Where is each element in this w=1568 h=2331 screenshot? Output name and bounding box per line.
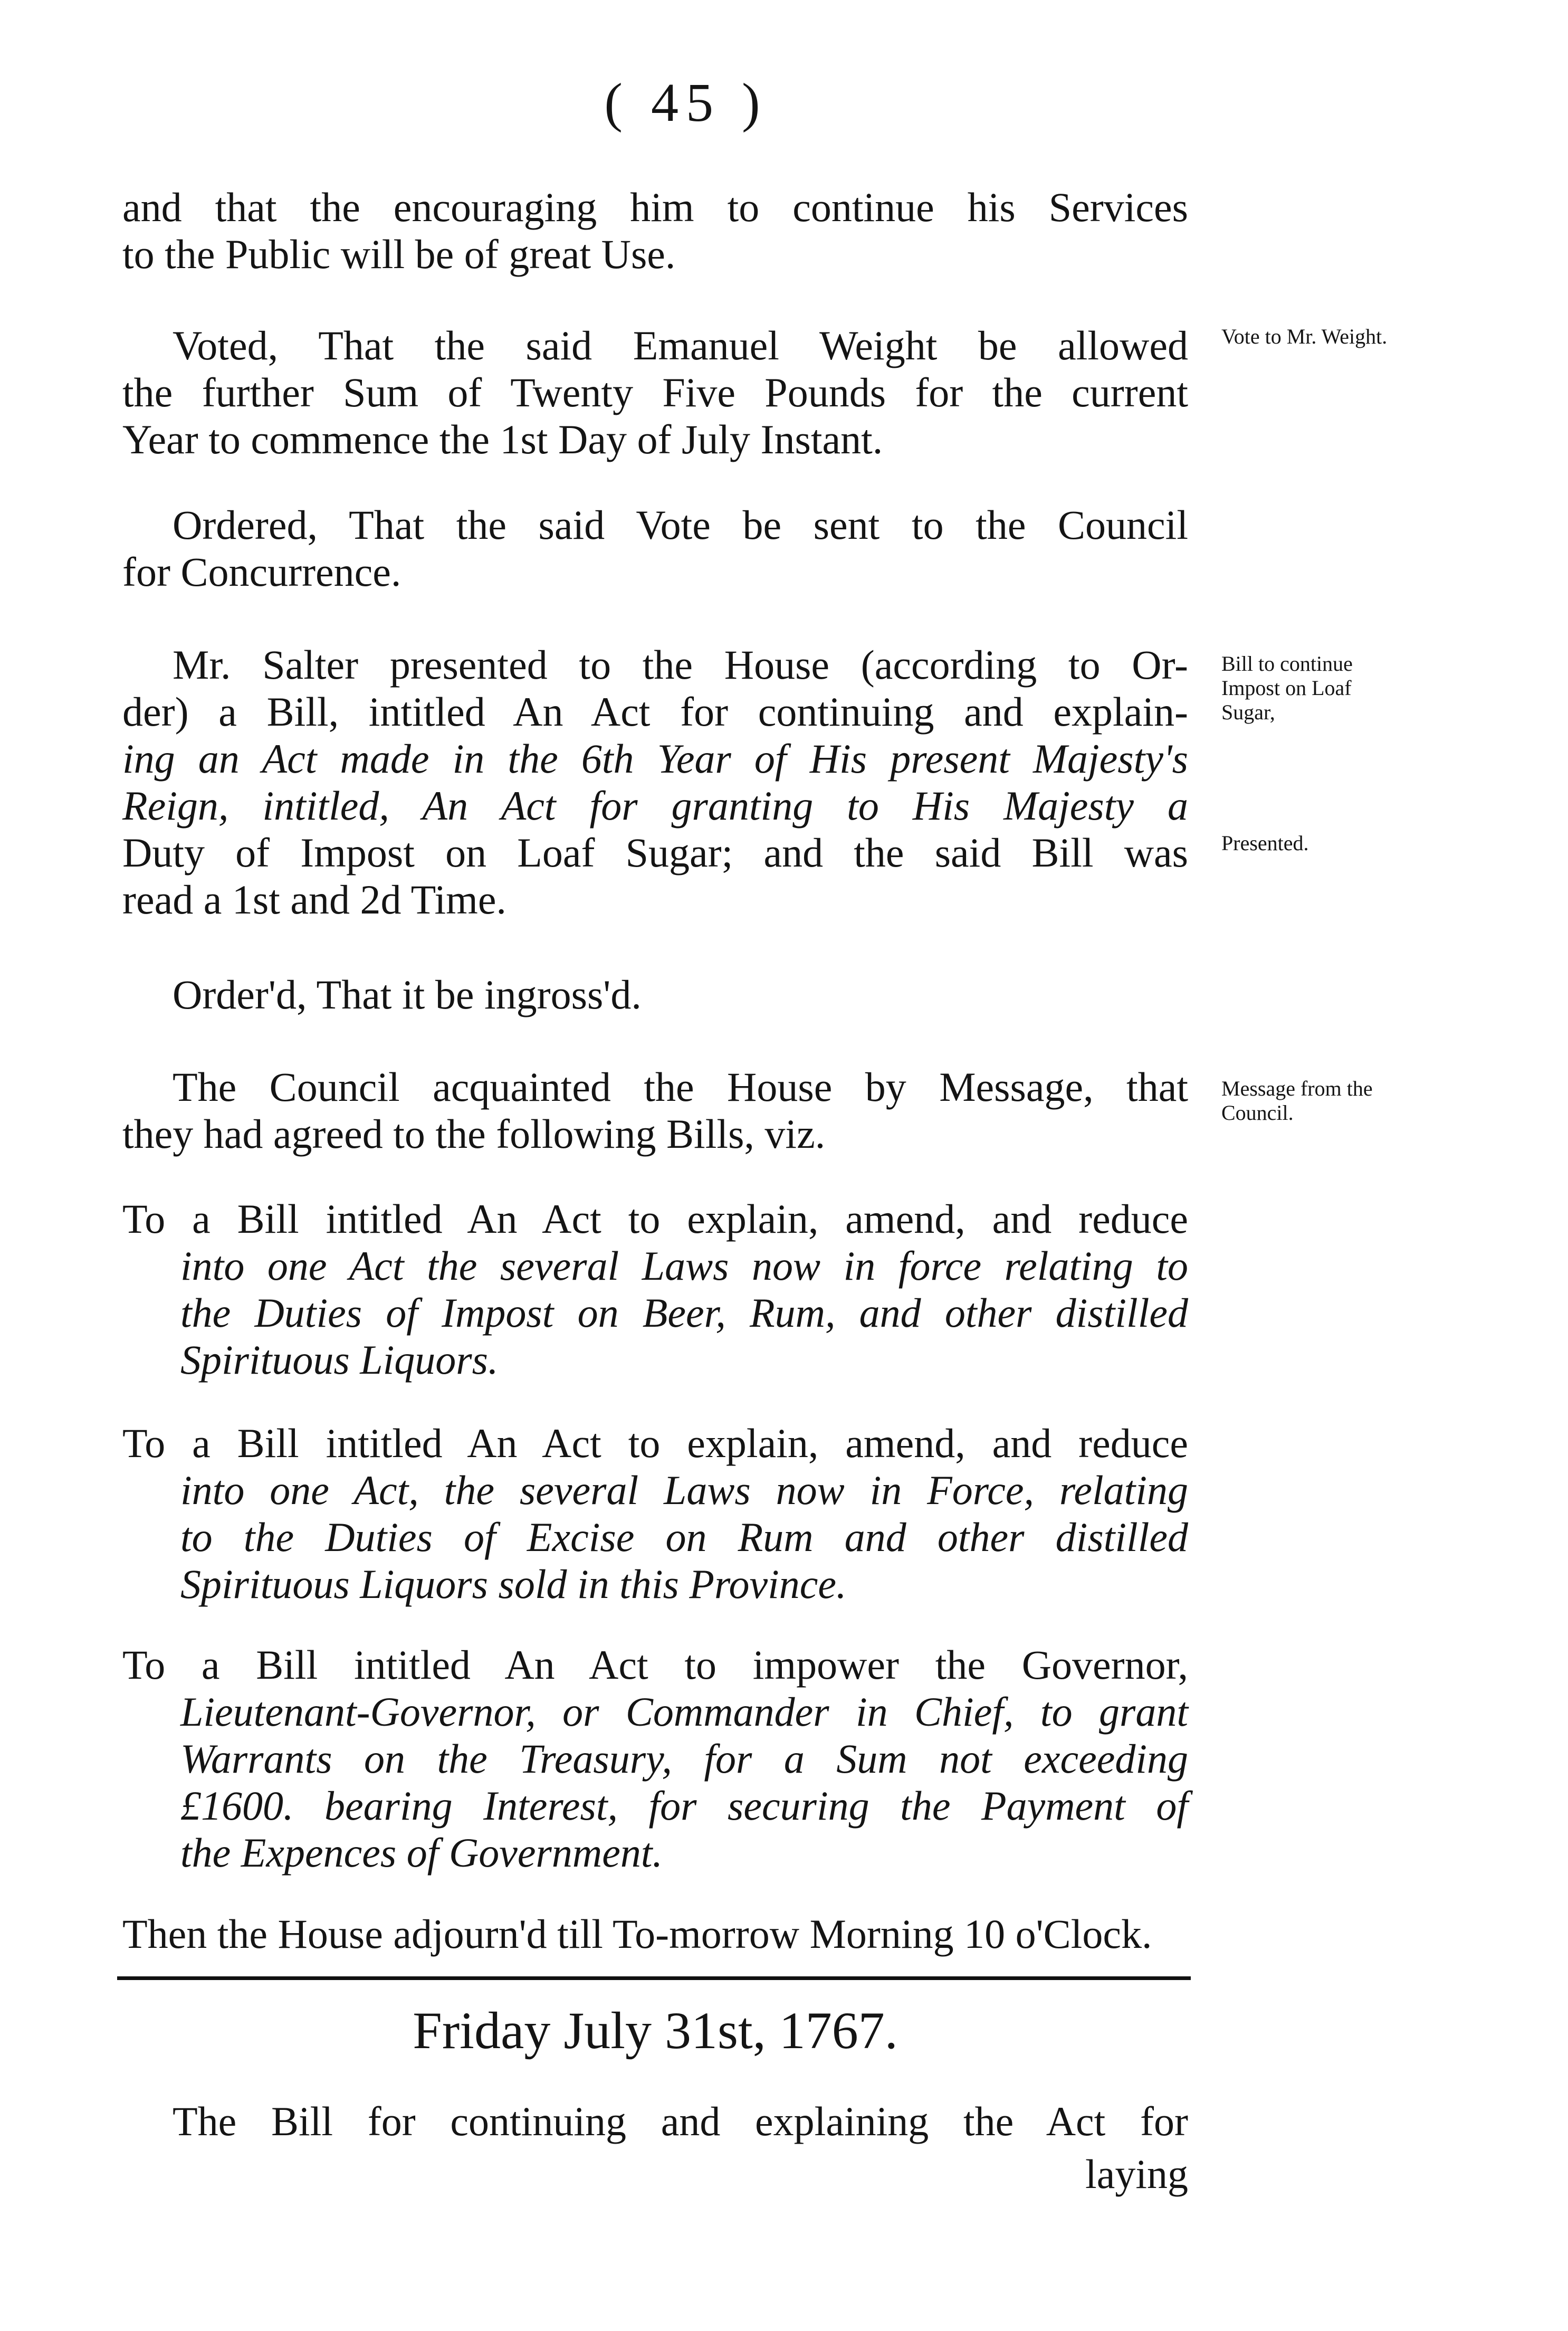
text-line: into one Act the several Laws now in force relating to [180, 1243, 1188, 1289]
margin-note-line: Presented. [1221, 831, 1309, 855]
text-line: to the Duties of Excise on Rum and other distilled [180, 1514, 1188, 1560]
text-line: To a Bill intitled An Act to explain, amend, and reduce [122, 1196, 1188, 1242]
text-line: To a Bill intitled An Act to explain, amend, and reduce [122, 1420, 1188, 1466]
text-line: Warrants on the Treasury, for a Sum not exceeding [180, 1736, 1188, 1782]
page-number: ( 45 ) [604, 72, 768, 133]
text-line: the further Sum of Twenty Five Pounds for the current [122, 369, 1188, 415]
text-line: Duty of Impost on Loaf Sugar; and the said Bill was [122, 830, 1188, 876]
paragraph-ordered [122, 501, 1188, 595]
text-line: Year to commence the 1st Day of July Instant. [122, 416, 883, 462]
paragraph-council-message [122, 1063, 1188, 1157]
section-divider-rule [117, 1976, 1191, 1980]
paragraph-voted [122, 322, 1188, 463]
text-line: read a 1st and 2d Time. [122, 877, 506, 922]
margin-note-presented [1221, 831, 1469, 855]
text-line: The Council acquainted the House by Message, that [173, 1064, 1188, 1110]
margin-note-line: Impost on Loaf [1221, 676, 1352, 700]
text-line: Mr. Salter presented to the House (according to Or- [173, 642, 1188, 688]
margin-note-line: Vote to Mr. Weight. [1221, 325, 1388, 348]
text-line: der) a Bill, intitled An Act for continuing and explain- [122, 689, 1188, 735]
paragraph-services [122, 184, 1188, 278]
paragraph-adjourn [122, 1910, 1188, 1957]
paragraph-bill-warrants [122, 1641, 1188, 1876]
text-line: to the Public will be of great Use. [122, 231, 676, 277]
paragraph-bill-continuing [122, 2098, 1188, 2145]
paragraph-bill-excise [122, 1420, 1188, 1607]
text-line: Order'd, That it be ingross'd. [173, 972, 642, 1017]
text-line: the Duties of Impost on Beer, Rum, and other distilled [180, 1290, 1188, 1336]
paragraph-ingrossd [122, 971, 1188, 1018]
catchword: laying [1085, 2151, 1188, 2197]
text-line: Spirituous Liquors sold in this Province. [180, 1561, 847, 1607]
margin-note-vote [1221, 325, 1469, 349]
margin-note-line: Message from the [1221, 1077, 1373, 1100]
text-line: for Concurrence. [122, 549, 401, 595]
text-line: The Bill for continuing and explaining the Act for [173, 2098, 1188, 2144]
paragraph-bill-impost [122, 1195, 1188, 1383]
text-line: Spirituous Liquors. [180, 1337, 499, 1383]
text-line: Voted, That the said Emanuel Weight be allowed [173, 322, 1188, 368]
text-line: ing an Act made in the 6th Year of His present Majesty's [122, 736, 1188, 782]
date-heading: Friday July 31st, 1767. [413, 2001, 898, 2060]
margin-note-line: Council. [1221, 1101, 1294, 1125]
margin-note-line: Bill to continue [1221, 652, 1353, 675]
text-line: into one Act, the several Laws now in Force, relating [180, 1467, 1188, 1513]
text-line: Ordered, That the said Vote be sent to the Council [173, 502, 1188, 548]
text-line: they had agreed to the following Bills, viz. [122, 1111, 826, 1157]
margin-note-message [1221, 1077, 1469, 1125]
margin-note-bill-continue [1221, 652, 1469, 725]
text-line: the Expences of Government. [180, 1830, 663, 1876]
paragraph-salter-bill [122, 641, 1188, 923]
text-line: Reign, intitled, An Act for granting to His Majesty a [122, 783, 1188, 829]
text-line: and that the encouraging him to continue his Services [122, 184, 1188, 230]
text-line: To a Bill intitled An Act to impower the Governor, [122, 1642, 1188, 1688]
text-line: Then the House adjourn'd till To-morrow Morning 10 o'Clock. [122, 1911, 1152, 1957]
text-line: Lieutenant-Governor, or Commander in Chief, to grant [180, 1689, 1188, 1735]
text-line: £1600. bearing Interest, for securing the Payment of [180, 1783, 1188, 1829]
margin-note-line: Sugar, [1221, 700, 1275, 724]
